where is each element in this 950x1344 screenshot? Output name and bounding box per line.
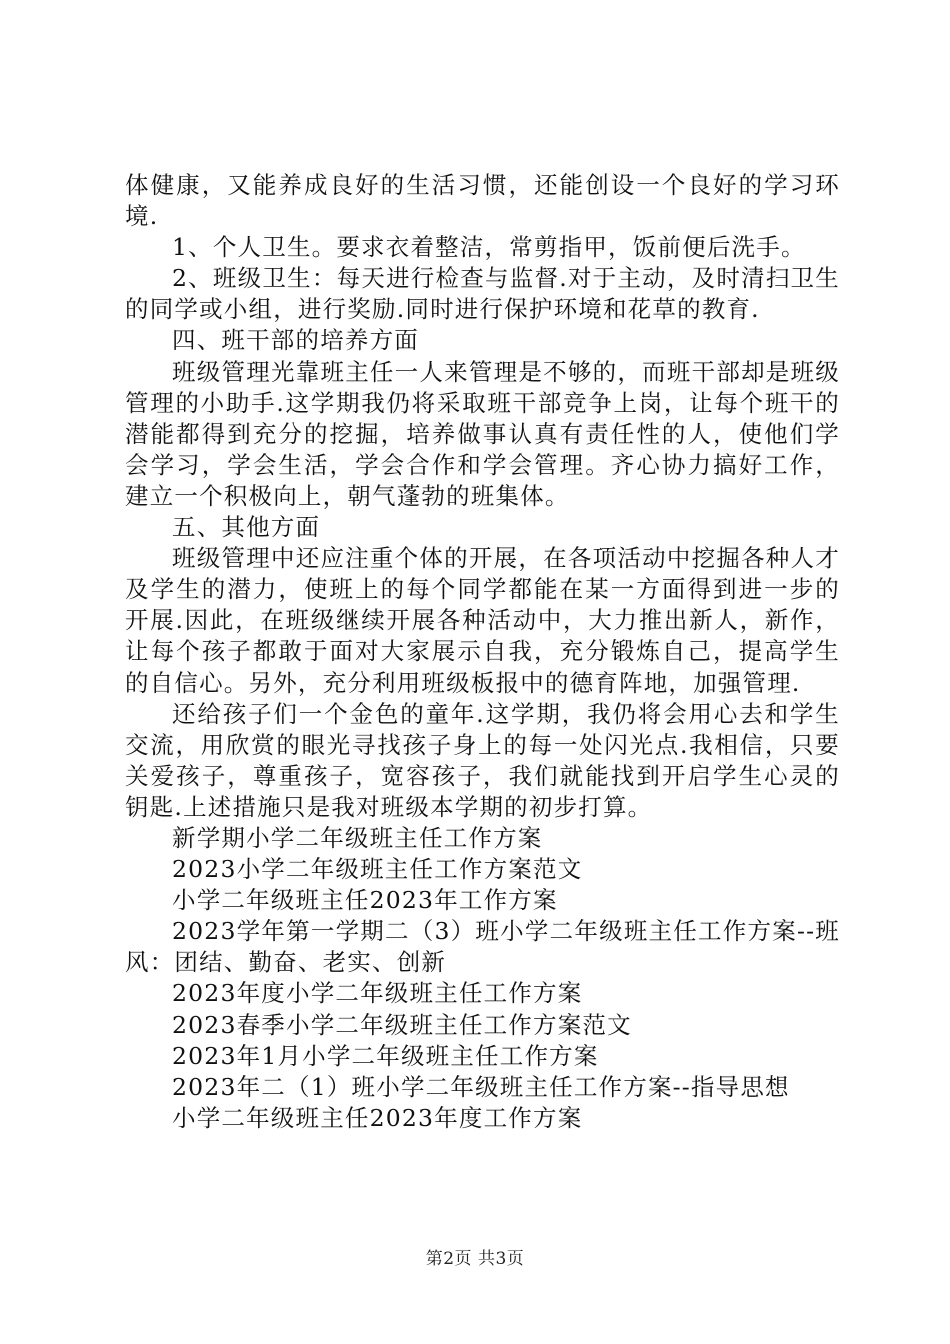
- paragraph: 体健康，又能养成良好的生活习惯，还能创设一个良好的学习环境.: [125, 171, 840, 231]
- paragraph: 班级管理光靠班主任一人来管理是不够的，而班干部却是班级管理的小助手.这学期我仍将采取班干部竞争上岗，让每个班干的潜能都得到充分的挖掘，培养做事认真有责任性的人，使他们学会学习，学会生活，学会合作和学会管理。齐心协力搞好工作，建立一个积极向上，朝气蓬勃的班集体。: [125, 357, 840, 510]
- related-title: 2023年度小学二年级班主任工作方案: [172, 979, 583, 1008]
- page-number: 第2页 共3页: [425, 1249, 525, 1269]
- section-heading: 四、班干部的培养方面: [172, 326, 419, 355]
- section-heading: 五、其他方面: [172, 513, 321, 542]
- related-title: 2023学年第一学期二（3）班小学二年级班主任工作方案--班风：团结、勤奋、老实、创新: [125, 917, 840, 977]
- related-title: 2023年1月小学二年级班主任工作方案: [172, 1041, 599, 1070]
- document-body: [125, 170, 840, 1134]
- paragraph: 2、班级卫生：每天进行检查与监督.对于主动，及时清扫卫生的同学或小组，进行奖励.同时进行保护环境和花草的教育.: [125, 264, 840, 324]
- related-title: 2023年二（1）班小学二年级班主任工作方案--指导思想: [172, 1072, 790, 1101]
- paragraph: 1、个人卫生。要求衣着整洁，常剪指甲，饭前便后洗手。: [172, 233, 806, 262]
- paragraph: 还给孩子们一个金色的童年.这学期，我仍将会用心去和学生交流，用欣赏的眼光寻找孩子身上的每一处闪光点.我相信，只要关爱孩子，尊重孩子，宽容孩子，我们就能找到开启学生心灵的钥匙.上述措施只是我对班级本学期的初步打算。: [125, 699, 840, 821]
- related-title: 2023小学二年级班主任工作方案范文: [172, 855, 583, 884]
- paragraph: 班级管理中还应注重个体的开展，在各项活动中挖掘各种人才及学生的潜力，使班上的每个同学都能在某一方面得到进一步的开展.因此，在班级继续开展各种活动中，大力推出新人，新作，让每个孩子都敢于面对大家展示自我，充分锻炼自己，提高学生的自信心。另外，充分利用班级板报中的德育阵地，加强管理.: [125, 544, 840, 697]
- related-title: 新学期小学二年级班主任工作方案: [172, 823, 543, 852]
- related-title: 小学二年级班主任2023年度工作方案: [172, 1103, 583, 1132]
- related-title: 小学二年级班主任2023年工作方案: [172, 886, 558, 915]
- related-title: 2023春季小学二年级班主任工作方案范文: [172, 1010, 632, 1039]
